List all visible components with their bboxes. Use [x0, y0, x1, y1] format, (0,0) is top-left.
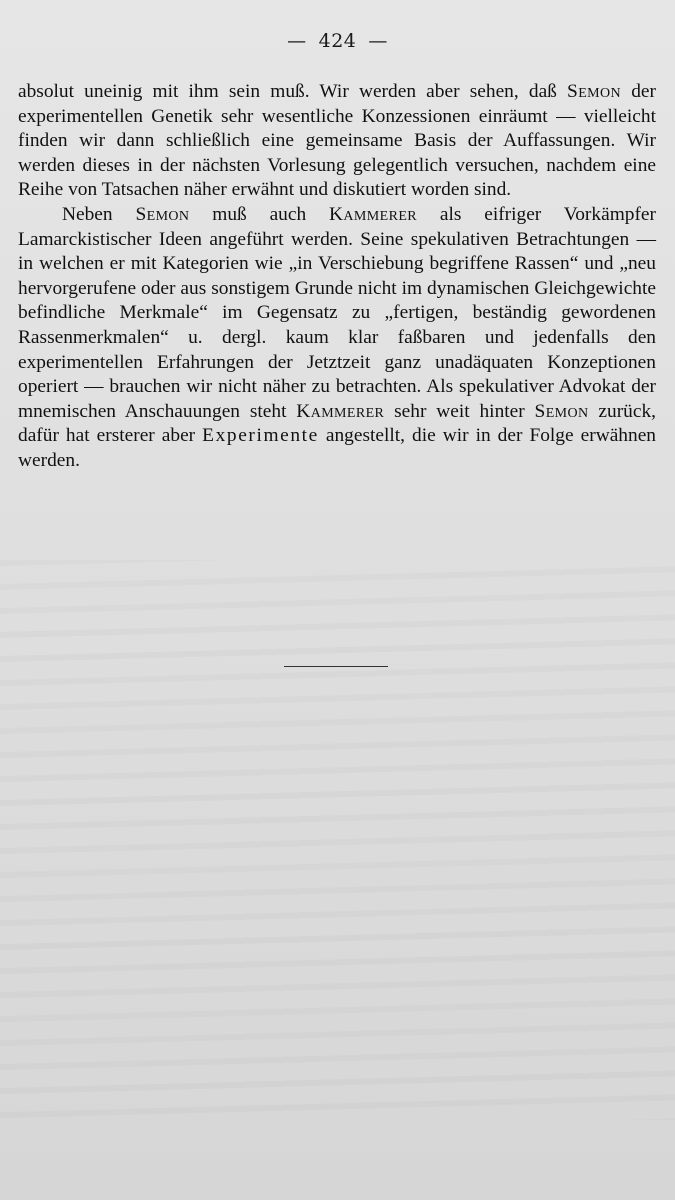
emphasized-word-experimente: Experimente — [202, 425, 319, 447]
author-name-kammerer: Kammerer — [329, 203, 418, 225]
header-dash-right: — — [368, 30, 388, 52]
paragraph-1 — [18, 80, 656, 203]
paragraph-1-text-a: absolut uneinig mit ihm sein muß. Wir werden aber sehen, daß — [18, 81, 568, 102]
paragraph-2 — [18, 203, 656, 474]
paragraph-2-text-b: muß auch — [189, 203, 330, 225]
paragraph-1-text-b: der experimentellen Genetik sehr wesentliche Konzessionen einräumt — vielleicht finden wir dann schließlich eine gemeinsame Basis der Auffassungen. Wir werden dieses in der nächsten Vorlesung gelegentlich versuchen, nachdem eine Reihe von Tatsachen näher erwähnt und diskutiert worden sind. — [18, 81, 656, 201]
paragraph-2-text-e: zurück, dafür hat ersterer aber — [18, 400, 656, 447]
author-name-semon: Semon — [534, 400, 589, 422]
author-name-semon: Semon — [567, 81, 622, 102]
author-name-kammerer: Kammerer — [296, 400, 385, 422]
paragraph-2-text-a: Neben — [62, 203, 136, 225]
body-text — [18, 80, 656, 474]
paragraph-2-text-f: angestellt, die wir in der Folge erwähnen werden. — [18, 425, 656, 471]
bleed-through-texture — [0, 560, 675, 1120]
paragraph-2-text-c: als eifriger Vorkämpfer Lamarckistischer Ideen angeführt werden. Seine spekulativen Betrachtungen — in welchen er mit Kategorien wie „in Verschiebung begriffene Rassen“ und „neu hervorgerufene oder aus sonstigem Grunde nicht im dynamischen Gleichgewichte befindliche Merkmale“ im Gegensatz zu „fertigen, beständig gewordenen Rassenmerkmalen“ u. dergl. kaum klar faßbaren und jedenfalls den experimentellen Erfahrungen der Jetztzeit ganz unadäquaten Konzeptionen operiert — brauchen wir nicht näher zu betrachten. Als spekulativer Advokat der mnemischen Anschauungen steht — [18, 203, 656, 422]
page-header — [0, 30, 675, 52]
page-number: 424 — [318, 30, 357, 52]
header-dash-left: — — [287, 30, 307, 52]
author-name-semon: Semon — [135, 203, 190, 225]
section-end-rule — [284, 666, 388, 667]
paragraph-2-text-d: sehr weit hinter — [384, 400, 535, 422]
